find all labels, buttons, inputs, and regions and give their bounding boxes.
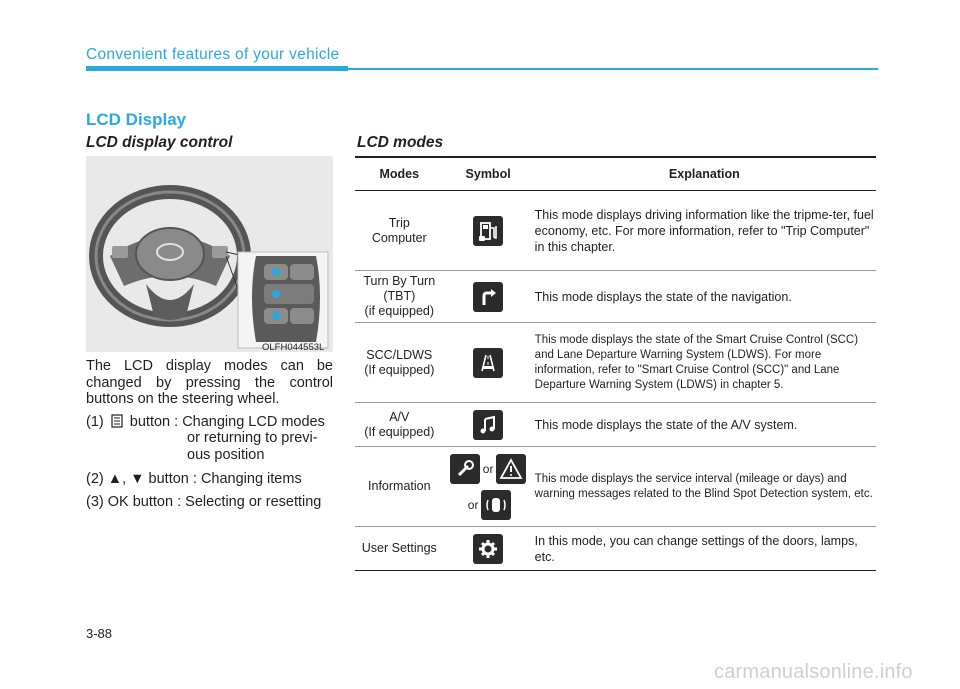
mode-cell bbox=[355, 527, 444, 571]
page-number: 3-88 bbox=[86, 626, 113, 641]
list-text: button : Changing LCD modes bbox=[129, 413, 325, 430]
list-text: OK button : Selecting or resetting bbox=[107, 493, 322, 510]
subtitle-lcd-modes: LCD modes bbox=[357, 134, 444, 151]
mode-label: Computer bbox=[371, 230, 427, 245]
mode-cell bbox=[355, 323, 444, 403]
table-row bbox=[355, 527, 876, 571]
explanation-cell: This mode displays driving information like the tripme-ter, fuel economy, etc. For more information, refer to "Trip Computer" in this chapter. bbox=[533, 191, 876, 271]
book-icon bbox=[110, 414, 124, 428]
list-text-cont: ous position bbox=[187, 446, 265, 463]
explanation-cell: This mode displays the state of the A/V system. bbox=[533, 403, 876, 447]
mode-cell bbox=[355, 271, 444, 323]
header-bar bbox=[86, 66, 348, 71]
mode-label: Trip bbox=[388, 215, 410, 230]
mode-label: (If equipped) bbox=[364, 362, 435, 377]
symbol-cell bbox=[444, 323, 533, 403]
list-item-1 bbox=[86, 414, 333, 464]
explanation-cell: This mode displays the service interval (mileage or days) and warning messages related to the Blind Spot Detection system, etc. bbox=[533, 447, 876, 527]
symbol-cell bbox=[444, 527, 533, 571]
explanation-cell: In this mode, you can change settings of the doors, lamps, etc. bbox=[533, 527, 876, 571]
mode-label: A/V bbox=[389, 409, 410, 424]
blind-spot-car-icon bbox=[481, 490, 511, 520]
list-text: ▲, ▼ button : Changing items bbox=[107, 471, 302, 487]
or-text: or bbox=[467, 498, 479, 513]
symbol-cell bbox=[444, 271, 533, 323]
section-header: Convenient features of your vehicle bbox=[86, 46, 340, 63]
col-header-explanation: Explanation bbox=[533, 157, 876, 191]
list-item-2 bbox=[86, 471, 333, 488]
steering-wheel-illustration bbox=[86, 156, 333, 352]
symbol-cell bbox=[444, 447, 533, 527]
table-row bbox=[355, 191, 876, 271]
trip-computer-icon bbox=[473, 216, 503, 246]
table-row bbox=[355, 271, 876, 323]
table-row bbox=[355, 447, 876, 527]
mode-label: SCC/LDWS bbox=[366, 347, 433, 362]
mode-cell bbox=[355, 191, 444, 271]
table-row bbox=[355, 323, 876, 403]
lcd-modes-table bbox=[355, 156, 876, 571]
steering-wheel-figure bbox=[86, 156, 333, 352]
header-rule bbox=[348, 68, 878, 70]
symbol-cell bbox=[444, 403, 533, 447]
gear-icon bbox=[473, 534, 503, 564]
lane-icon bbox=[473, 348, 503, 378]
mode-label: (If equipped) bbox=[364, 424, 435, 439]
list-prefix: (1) bbox=[86, 413, 104, 430]
page-title: LCD Display bbox=[86, 110, 187, 129]
music-note-icon bbox=[473, 410, 503, 440]
explanation-cell: This mode displays the state of the navigation. bbox=[533, 271, 876, 323]
list-prefix: (3) bbox=[86, 493, 104, 510]
mode-label: Turn By Turn bbox=[363, 274, 436, 288]
warning-triangle-icon bbox=[496, 454, 526, 484]
mode-label: (TBT) bbox=[383, 289, 416, 303]
list-text-cont: or returning to previ- bbox=[187, 430, 318, 446]
mode-label: Information bbox=[368, 479, 431, 493]
or-text: or bbox=[482, 461, 494, 476]
list-item-3 bbox=[86, 494, 333, 511]
symbol-group bbox=[445, 450, 532, 487]
symbol-cell bbox=[444, 191, 533, 271]
left-body bbox=[86, 358, 333, 516]
table-row bbox=[355, 403, 876, 447]
intro-paragraph: The LCD display modes can be changed by pressing the control buttons on the steering wheel. bbox=[86, 358, 333, 407]
explanation-cell: This mode displays the state of the Smart Cruise Control (SCC) and Lane Departure Warning System (LDWS). For more information, refer to "Smart Cruise Control (SCC)" and Lane Departure Warning System (LDWS) in chapter 5. bbox=[533, 323, 876, 403]
watermark: carmanualsonline.info bbox=[714, 661, 913, 683]
col-header-modes: Modes bbox=[355, 157, 444, 191]
subtitle-lcd-display-control: LCD display control bbox=[86, 134, 233, 151]
mode-label: User Settings bbox=[361, 541, 437, 555]
turn-arrow-icon bbox=[473, 282, 503, 312]
col-header-symbol: Symbol bbox=[444, 157, 533, 191]
figure-code: OLFH044553L bbox=[262, 342, 325, 353]
table-header-row bbox=[355, 157, 876, 191]
mode-cell bbox=[355, 403, 444, 447]
mode-label: (if equipped) bbox=[364, 304, 435, 318]
symbol-group bbox=[445, 487, 532, 524]
list-prefix: (2) bbox=[86, 471, 104, 487]
wrench-icon bbox=[450, 454, 480, 484]
mode-cell bbox=[355, 447, 444, 527]
